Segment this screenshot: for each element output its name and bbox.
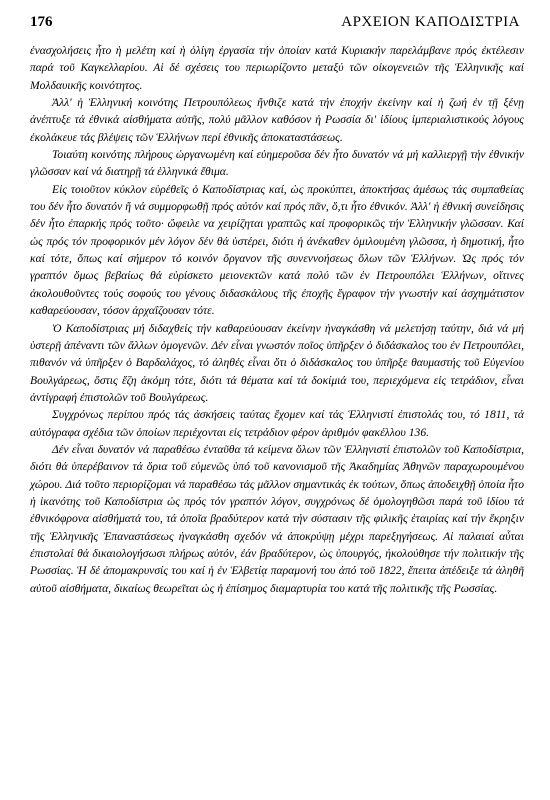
paragraph-6: Συγχρόνως περίπου πρός τάς ἀσκήσεις ταύτας ἔχομεν καί τάς Ἑλληνιστί ἐπιστολάς του, τό 1811, τά αὐτόγραφα σχέδια τῶν ὁποίων περιέχονται εἰς τετράδιον φέρον ἀριθμόν φακέλλου 136. <box>30 408 524 439</box>
running-head: ΑΡΧΕΙΟΝ ΚΑΠΟΔΙΣΤΡΙΑ <box>341 14 520 30</box>
page-header <box>30 14 520 34</box>
paragraph-7: Δέν εἶναι δυνατόν νά παραθέσω ἐνταῦθα τά κείμενα ὅλων τῶν Ἑλληνιστί ἐπιστολῶν τοῦ Καποδίστρια, διότι θά ὑπερέβαινον τά ὅρια τοῦ εὐμενῶς ὑπό τοῦ κανονισμοῦ τῆς Ἀκαδημίας Ἀθηνῶν παραχωρουμένου χώρου. Διά τοῦτο περιορίζομαι νά παραθέσω τάς μᾶλλον σημαντικάς ἐκ τούτων, ὅπως ἀποδειχθῇ ὁποία ἦτο ἡ ἱκανότης τοῦ Καποδίστρια ὡς πρός τόν γραπτόν λόγον, συγχρόνως δέ ὁμολογηθῶσι παρά τοῦ ἰδίου τά ἐθνικόφρονα αἰσθήματά του, τά ὁποῖα βραδύτερον κατά τήν σύστασιν τῆς φιλικῆς ἑταιρίας καί τήν ἔκρηξιν τῆς Ἑλληνικῆς Ἐπαναστάσεως ἠναγκάσθη σχεδόν νά ἀποκρύψῃ μέχρι παρεξηγήσεως. Αἱ παλαιαί αὗται ἐπιστολαί θά δικαιολογήσωσι πλήρως αὐτόν, ἐάν βραδύτερον, ὡς ὑπουργός, ἠκολούθησε τήν πολιτικήν τῆς Ρωσσίας. Ἡ δέ ἀπομακρυνσίς του καί ἡ ἐν Ἑλβετίᾳ παραμονή του ἀπό τοῦ 1822, ἔπειτα ἀπέδειξε τά ἀληθῆ αὐτοῦ αἰσθήματα, δικαίως θεωρεῖται ὡς ἡ ἐπίσημος διαμαρτυρία του κατά τῆς πολιτικῆς τῆς Ρωσσίας. <box>30 442 524 595</box>
paragraph-2: Ἀλλ' ἡ Ἑλληνική κοινότης Πετρουπόλεως ἤνθιζε κατά τήν ἐποχήν ἐκείνην καί ἡ ζωή ἐν τῇ ξένῃ ἀνέπτυξε τά ἐθνικά αἰσθήματα αὐτῆς, πολύ μᾶλλον καθόσον ἡ Ρωσσία δι' ἰδίους ἰμπεριαλιστικούς λόγους ἐκολάκευε τάς βλέψεις τῶν Ἑλλήνων περί ἐθνικῆς ἀποκαταστάσεως. <box>30 96 524 144</box>
paragraph-5: Ὁ Καποδίστριας μή διδαχθείς τήν καθαρεύουσαν ἐκείνην ἠναγκάσθη νά μελετήσῃ ταύτην, διά νά μή ὑστερῇ ἀπέναντι τῶν ἄλλων ὁμογενῶν. Δέν εἶναι γνωστόν ποῖος ὑπῆρξεν ὁ διδάσκαλος του ἐν Πετρουπόλει, πιθανόν νά ὑπῆρξεν ὁ Βαρδαλάχος, τό ἀληθές εἶναι ὅτι ὁ διδάσκαλος του ὑπῆρξε θαυμαστής τοῦ Εὐγενίου Βουλγάρεως, ὅστις ἔζη ἀκόμη τότε, διότι τά θέματα καί τά δοκίμιά του, περιεχόμενα εἰς τετράδιον, εἶναι ἀντίγραφή ἐπιστολῶν τοῦ Βουλγάρεως. <box>30 321 524 404</box>
paragraph-3: Τοιαύτη κοινότης πλήρους ὡργανωμένη καί εὐημεροῦσα δέν ἦτο δυνατόν νά μή καλλιεργῇ τήν ἐθνικήν γλῶσσαν καί νά διατηρῇ τά ἑλληνικά ἔθιμα. <box>30 148 524 179</box>
body-text <box>30 42 524 597</box>
paragraph-1: ἐνασχολήσεις ἦτο ἡ μελέτη καί ἡ ὀλίγη ἐργασία τήν ὁποίαν κατά Κυριακήν παρελάμβανε πρός ἐκτέλεσιν παρά τοῦ Καγκελλαρίου. Αἱ δέ σχέσεις του περιωρίζοντο μεταξύ τῶν οἰκογενειῶν τῆς Ἑλληνικῆς καί Μολδαυικῆς κοινότητος. <box>30 44 524 92</box>
page-number: 176 <box>30 14 53 30</box>
paragraph-4: Εἰς τοιοῦτον κύκλον εὑρέθεῖς ὁ Καποδίστριας καί, ὡς προκύπτει, ἀποκτήσας ἀμέσως τάς συμπαθείας του δέν ἦτο δυνατόν ἤ νά συμμορφωθῇ πρός αὐτόν καί πρός πᾶν, ὅ,τι ἦτο ἐθνικόν. Ἀλλ' ἡ ἐθνική συνείδησις δέν ἦτο ἐπαρκής πρός τοῦτο· ὤφειλε να χειρίζηται γραπτῶς καί προφορικῶς τήν Ἑλληνικήν γλῶσσαν. Καί ὡς πρός τόν προφορικόν μέν λόγον δέν θά ὑστέρει, διότι ἡ ἀνέκαθεν ὁμιλουμένη γλῶσσα, ἡ δημοτική, ἦτο καί τότε, ὅπως καί σήμερον τό κοινόν ὄργανον τῆς συνεννοήσεως ὅλων τῶν Ἑλλήνων. Ὡς πρός τόν γραπτόν ὅμως βεβαίως θά εὑρίσκετο μειονεκτῶν κατά πολύ τῶν ἐν Πετρουπόλει Ἑλλήνων, οἵτινες ἀκολουθοῦντες τούς σοφούς του γένους διδασκάλους τῆς ἐποχῆς ἔγραφον τήν γνωστήν καί ἀσχημάτιστον καθαρεύουσαν, τόσον ἀρχαΐζουσαν τότε. <box>30 182 524 318</box>
